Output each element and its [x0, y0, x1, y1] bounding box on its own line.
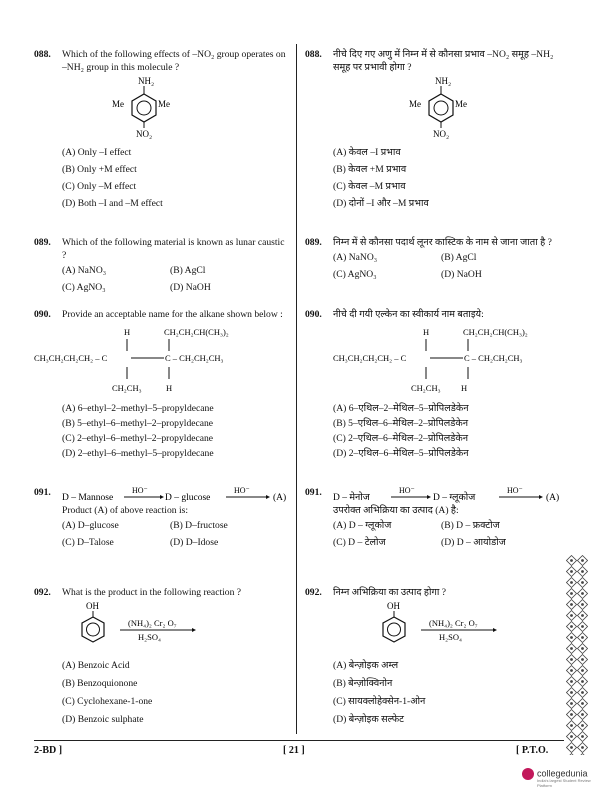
question-text: What is the product in the following reaction ? — [62, 587, 242, 598]
struct-left-label: Me — [112, 99, 124, 109]
struct-branch-top: CH₂CH₂CH(CH₃)₂ — [164, 327, 229, 337]
option-b[interactable]: (B) Only +M effect — [62, 164, 137, 175]
option-d[interactable]: (D) NaOH — [441, 269, 482, 280]
collegedunia-logo — [522, 768, 594, 788]
options-list — [333, 249, 563, 283]
struct-branch-top: CH₂CH₂CH(CH₃)₂ — [463, 327, 528, 337]
struct-top-label: NH₂ — [435, 76, 452, 86]
option-c[interactable]: (C) Only –M effect — [62, 181, 137, 192]
question-088-en — [34, 48, 288, 236]
option-a[interactable]: (A) 6–एथिल–2–मेथिल–5–प्रोपिलडेकेन — [333, 403, 469, 414]
struct-right-chain: C – CH₂CH₂CH₃ — [165, 353, 224, 363]
struct-h-top: H — [423, 327, 430, 337]
question-090-hi — [305, 308, 563, 486]
option-b[interactable]: (B) बेन्ज़ोक्विनोन — [333, 678, 393, 689]
question-091-en — [34, 486, 288, 586]
option-b[interactable]: (B) 5–एथिल–6–मेथिल–2–प्रोपिलडेकेन — [333, 418, 469, 429]
option-b[interactable]: (B) D–fructose — [170, 520, 228, 531]
option-b[interactable]: (B) AgCl — [170, 265, 206, 276]
reagent-label-2: HO⁻ — [234, 486, 250, 495]
struct-h-bottom: H — [461, 383, 468, 393]
option-a[interactable]: (A) Benzoic Acid — [62, 660, 130, 671]
phenol-oxidation-reaction — [74, 599, 274, 649]
option-a[interactable]: (A) D – ग्लूकोज — [333, 520, 392, 531]
alkane-structure — [34, 323, 288, 397]
reagent-label: HO⁻ — [399, 486, 415, 495]
question-number: 089. — [34, 237, 51, 248]
option-d[interactable]: (D) D – आयोडोज — [441, 537, 506, 548]
reagent-label: HO⁻ — [132, 486, 148, 495]
option-b[interactable]: (B) D – फ्रक्टोज — [441, 520, 500, 531]
product-label: (A) — [546, 493, 560, 503]
struct-bottom-label: NO₂ — [433, 129, 450, 139]
question-number: 090. — [305, 309, 322, 320]
option-a[interactable]: (A) NaNO₃ — [333, 252, 378, 263]
footer-pto: [ P.T.O. — [516, 745, 549, 756]
options-list — [62, 401, 288, 461]
phenol-oxidation-reaction — [375, 599, 575, 649]
struct-right-label: Me — [455, 99, 467, 109]
option-d[interactable]: (D) 2–ethyl–6–methyl–5–propyldecane — [62, 448, 214, 459]
option-d[interactable]: (D) Both –I and –M effect — [62, 198, 163, 209]
footer-page-number: [ 21 ] — [283, 745, 305, 756]
question-089-en — [34, 236, 288, 308]
nitro-dimethylaniline-structure — [94, 74, 214, 140]
option-c[interactable]: (C) Cyclohexane-1-one — [62, 696, 153, 707]
option-a[interactable]: (A) केवल –I प्रभाव — [333, 147, 401, 158]
logo-text: collegedunia — [537, 768, 588, 779]
option-c[interactable]: (C) AgNO₃ — [62, 282, 106, 293]
option-d[interactable]: (D) Benzoic sulphate — [62, 714, 144, 725]
question-text: Product (A) of above reaction is: — [62, 505, 189, 516]
option-b[interactable]: (B) Benzoquionone — [62, 678, 138, 689]
reagent-top: (NH₄)₂ Cr₂ O₇ — [429, 618, 478, 628]
option-c[interactable]: (C) D–Talose — [62, 537, 114, 548]
nitro-dimethylaniline-structure — [391, 74, 511, 140]
options-list — [62, 262, 288, 296]
question-number: 092. — [305, 587, 322, 598]
struct-right-label: Me — [158, 99, 170, 109]
options-list — [333, 517, 563, 551]
logo-icon — [522, 768, 534, 780]
option-c[interactable]: (C) D – टेलोज — [333, 537, 386, 548]
reagent-label-2: HO⁻ — [507, 486, 523, 495]
struct-h-top: H — [124, 327, 131, 337]
struct-branch-bottom: CH₂CH₃ — [411, 383, 441, 393]
question-090-en — [34, 308, 288, 486]
struct-right-chain: C – CH₂CH₂CH₃ — [464, 353, 523, 363]
options-list — [62, 144, 288, 212]
option-a[interactable]: (A) 6–ethyl–2–methyl–5–propyldecane — [62, 403, 214, 414]
question-number: 089. — [305, 237, 322, 248]
question-089-hi — [305, 236, 563, 308]
question-091-hi — [305, 486, 563, 586]
option-d[interactable]: (D) D–Idose — [170, 537, 219, 548]
intermediate-label: D – ग्लूकोज — [433, 493, 476, 503]
option-a[interactable]: (A) D–glucose — [62, 520, 119, 531]
struct-branch-bottom: CH₂CH₃ — [112, 383, 142, 393]
options-list — [333, 401, 563, 461]
option-d[interactable]: (D) 2–एथिल–6–मेथिल–5–प्रोपिलडेकेन — [333, 448, 469, 459]
struct-bottom-label: NO₂ — [136, 129, 153, 139]
reagent-bottom: H₂SO₄ — [439, 632, 462, 642]
options-list — [333, 144, 563, 212]
option-a[interactable]: (A) बेन्ज़ोइक अम्ल — [333, 660, 399, 671]
footer-code: 2-BD ] — [34, 745, 63, 756]
reactant-label: D – मेनोज — [333, 493, 370, 503]
column-divider — [296, 44, 297, 734]
options-list — [62, 517, 288, 551]
struct-left-chain: CH₃CH₂CH₂CH₂ – C — [34, 353, 108, 363]
option-c[interactable]: (C) केवल –M प्रभाव — [333, 181, 406, 192]
question-text: निम्न में से कौनसा पदार्थ लूनर कास्टिक के नाम से जाना जाता है ? — [333, 237, 552, 248]
option-b[interactable]: (B) AgCl — [441, 252, 477, 263]
reagent-bottom: H₂SO₄ — [138, 632, 161, 642]
english-column — [34, 48, 288, 729]
question-text: नीचे दिए गए अणु में निम्न में से कौनसा प्रभाव –NO₂ समूह –NH₂ समूह पर प्रभावी होगा ? — [333, 49, 554, 73]
footer-rule — [34, 740, 564, 741]
question-number: 092. — [34, 587, 51, 598]
struct-top-label: NH₂ — [138, 76, 155, 86]
question-number: 088. — [34, 49, 51, 60]
option-a[interactable]: (A) NaNO₃ — [62, 265, 107, 276]
question-092-hi — [305, 586, 563, 729]
struct-left-label: Me — [409, 99, 421, 109]
alkane-structure — [305, 323, 563, 397]
option-c[interactable]: (C) सायक्लोहेक्सेन-1-ओन — [333, 696, 426, 707]
question-text: नीचे दी गयी एल्केन का स्वीकार्य नाम बताइये: — [333, 309, 484, 320]
decorative-border-strip — [566, 555, 588, 755]
struct-h-bottom: H — [166, 383, 173, 393]
question-text: Which of the following material is known as lunar caustic ? — [62, 237, 285, 261]
options-list — [333, 657, 563, 729]
question-number: 088. — [305, 49, 322, 60]
mannose-reaction — [333, 486, 563, 504]
reactant-label: D – Mannose — [62, 493, 114, 503]
struct-left-chain: CH₃CH₂CH₂CH₂ – C — [333, 353, 407, 363]
product-label: (A) — [273, 493, 287, 503]
mannose-reaction — [62, 486, 292, 504]
option-a[interactable]: (A) Only –I effect — [62, 147, 132, 158]
option-d[interactable]: (D) बेन्ज़ोइक सल्फेट — [333, 714, 404, 725]
option-b[interactable]: (B) केवल +M प्रभाव — [333, 164, 407, 175]
hindi-column — [305, 48, 563, 729]
intermediate-label: D – glucose — [165, 493, 211, 503]
question-092-en — [34, 586, 288, 729]
logo-tagline: India's largest Student Review Platform — [537, 778, 591, 788]
option-d[interactable]: (D) NaOH — [170, 282, 211, 293]
question-text: उपरोक्त अभिक्रिया का उत्पाद (A) है: — [333, 505, 459, 516]
options-list — [62, 657, 288, 729]
question-number: 091. — [34, 487, 51, 498]
question-088-hi — [305, 48, 563, 236]
question-number: 091. — [305, 487, 322, 498]
reagent-top: (NH₄)₂ Cr₂ O₇ — [128, 618, 177, 628]
struct-oh-label: OH — [86, 601, 99, 611]
struct-oh-label: OH — [387, 601, 400, 611]
option-d[interactable]: (D) दोनों –I और –M प्रभाव — [333, 198, 429, 209]
option-c[interactable]: (C) 2–ethyl–6–methyl–2–propyldecane — [62, 433, 214, 444]
option-c[interactable]: (C) 2–एथिल–6–मेथिल–2–प्रोपिलडेकेन — [333, 433, 469, 444]
question-text: Provide an acceptable name for the alkane shown below : — [62, 309, 283, 320]
question-text: Which of the following effects of –NO₂ group operates on –NH₂ group in this molecule ? — [62, 49, 286, 73]
question-text: निम्न अभिक्रिया का उत्पाद होगा ? — [333, 587, 446, 598]
option-b[interactable]: (B) 5–ethyl–6–methyl–2–propyldecane — [62, 418, 214, 429]
question-number: 090. — [34, 309, 51, 320]
option-c[interactable]: (C) AgNO₃ — [333, 269, 377, 280]
